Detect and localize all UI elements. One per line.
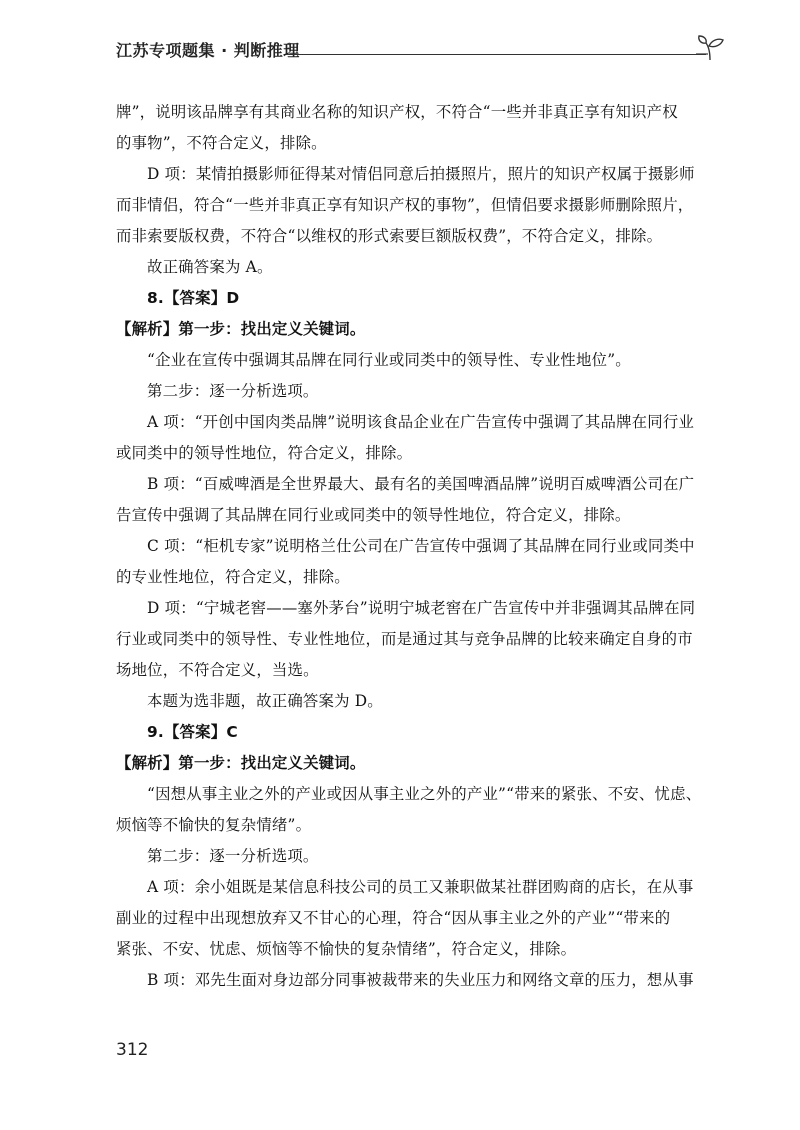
sprout-icon (696, 34, 726, 62)
text-line: 故正确答案为 A。 (147, 258, 273, 276)
text-line: D 项：某情拍摄影师征得某对情侣同意后拍摄照片，照片的知识产权属于摄影师 (147, 165, 695, 183)
text-line: 烦恼等不愉快的复杂情绪”。 (116, 816, 312, 834)
text-line: 牌”，说明该品牌享有其商业名称的知识产权，不符合“一些并非真正享有知识产权 (116, 103, 678, 121)
page-number: 312 (116, 1040, 149, 1060)
text-line: A 项：“开创中国肉类品牌”说明该食品企业在广告宣传中强调了其品牌在同行业 (147, 413, 695, 431)
answer-line: 8.【答案】D (147, 289, 240, 307)
text-line: 第二步：逐一分析选项。 (147, 847, 319, 865)
header-title: 江苏专项题集 · 判断推理 (116, 41, 300, 60)
text-line: 告宣传中强调了其品牌在同行业或同类中的领导性地位，符合定义，排除。 (116, 506, 631, 524)
text-line: 第二步：逐一分析选项。 (147, 382, 319, 400)
text-line: C 项：“柜机专家”说明格兰仕公司在广告宣传中强调了其品牌在同行业或同类中 (147, 537, 695, 555)
text-line: 而非情侣，符合“一些并非真正享有知识产权的事物”，但情侣要求摄影师删除照片， (116, 196, 694, 214)
text-line: 紧张、不安、忧虑、烦恼等不愉快的复杂情绪”，符合定义，排除。 (116, 940, 577, 958)
analysis-line: 【解析】第一步：找出定义关键词。 (116, 754, 366, 772)
text-line: 或同类中的领导性地位，符合定义，排除。 (116, 444, 413, 462)
text-line: 而非索要版权费，不符合“以维权的形式索要巨额版权费”，不符合定义，排除。 (116, 227, 663, 245)
text-line: 行业或同类中的领导性、专业性地位，而是通过其与竞争品牌的比较来确定自身的市 (116, 630, 693, 648)
analysis-line: 【解析】第一步：找出定义关键词。 (116, 320, 366, 338)
page-header (0, 0, 800, 80)
text-line: “因想从事主业之外的产业或因从事主业之外的产业”“带来的紧张、不安、忧虑、 (147, 785, 702, 803)
text-line: “企业在宣传中强调其品牌在同行业或同类中的领导性、专业性地位”。 (147, 351, 631, 369)
text-line: B 项：邓先生面对身边部分同事被裁带来的失业压力和网络文章的压力，想从事 (147, 971, 694, 989)
text-line: D 项：“宁城老窖——塞外茅台”说明宁城老窖在广告宣传中并非强调其品牌在同 (147, 599, 696, 617)
text-line: 场地位，不符合定义，当选。 (116, 661, 319, 679)
text-line: A 项：余小姐既是某信息科技公司的员工又兼职做某社群团购商的店长，在从事 (147, 878, 694, 896)
text-line: B 项：“百威啤酒是全世界最大、最有名的美国啤酒品牌”说明百威啤酒公司在广 (147, 475, 695, 493)
text-line: 的专业性地位，符合定义，排除。 (116, 568, 350, 586)
answer-line: 9.【答案】C (147, 723, 238, 741)
page-content (116, 97, 716, 996)
text-line: 的事物”，不符合定义，排除。 (116, 134, 327, 152)
header-rule (286, 54, 706, 55)
text-line: 本题为选非题，故正确答案为 D。 (147, 692, 383, 710)
text-line: 副业的过程中出现想放弃又不甘心的心理，符合“因从事主业之外的产业”“带来的 (116, 909, 671, 927)
